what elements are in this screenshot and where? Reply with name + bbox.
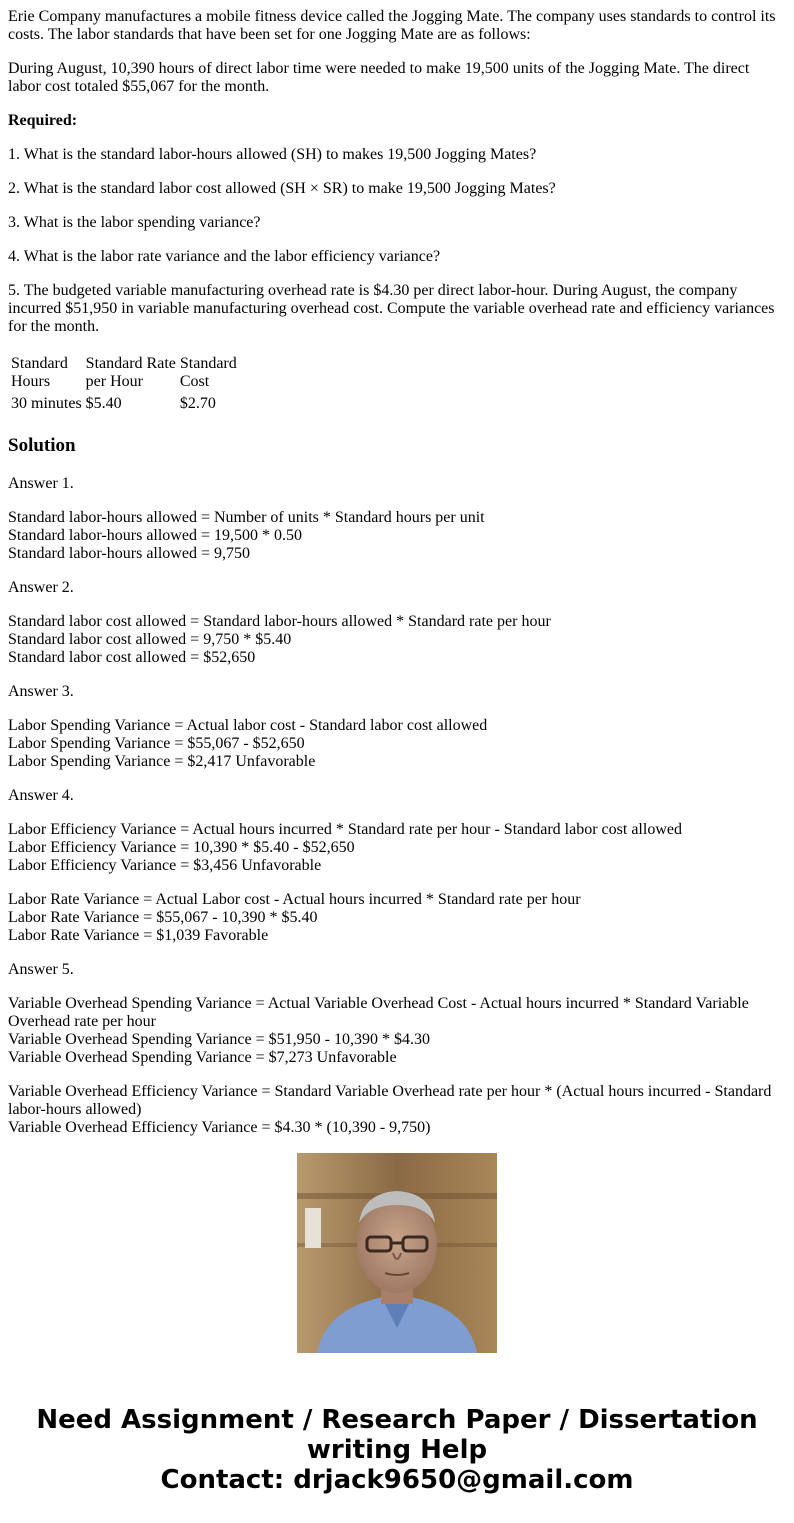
promo-line: writing Help xyxy=(306,1435,488,1465)
answer-4-label: Answer 4. xyxy=(8,787,74,804)
table-header-row xyxy=(10,354,238,392)
answer-3-body xyxy=(8,717,786,771)
table-header-cell xyxy=(179,354,238,392)
promo-banner xyxy=(0,1123,794,1523)
labor-standards-table xyxy=(8,352,240,416)
answer-line: Labor Rate Variance = $55,067 - 10,390 * $5.40 xyxy=(8,909,318,926)
problem-august: During August, 10,390 hours of direct labor time were needed to make 19,500 units of the Jogging Mate. The direct labor cost totaled $55,067 for the month. xyxy=(8,60,750,95)
table-cell: $2.70 xyxy=(179,395,216,412)
answer-2-body xyxy=(8,613,786,667)
promo-contact: Contact: drjack9650@gmail.com xyxy=(160,1465,634,1495)
answer-line: Variable Overhead Spending Variance = Actual Variable Overhead Cost - Actual hours incurred * Standard Variable Overhead rate per hour xyxy=(8,995,749,1030)
question-5: 5. The budgeted variable manufacturing overhead rate is $4.30 per direct labor-hour. During August, the company incurred $51,950 in variable manufacturing overhead cost. Compute the variable overhead rate and efficiency variances for the month. xyxy=(8,282,775,335)
question-3: 3. What is the labor spending variance? xyxy=(8,214,261,231)
answer-3-label: Answer 3. xyxy=(8,683,74,700)
answer-line: Labor Rate Variance = $1,039 Favorable xyxy=(8,927,269,944)
question-4: 4. What is the labor rate variance and the labor efficiency variance? xyxy=(8,248,441,265)
header-text: Standard xyxy=(11,355,68,372)
answer-1-body xyxy=(8,509,786,563)
required-label: Required: xyxy=(8,112,78,129)
promo-text xyxy=(0,1405,794,1495)
question-2: 2. What is the standard labor cost allowed (SH × SR) to make 19,500 Jogging Mates? xyxy=(8,180,556,197)
table-header-cell xyxy=(10,354,83,392)
answer-line: Labor Spending Variance = $55,067 - $52,650 xyxy=(8,735,305,752)
answer-line: Standard labor cost allowed = 9,750 * $5.40 xyxy=(8,631,292,648)
table-row xyxy=(10,394,238,414)
table-cell: $5.40 xyxy=(85,395,122,412)
answer-1-label: Answer 1. xyxy=(8,475,74,492)
header-text: Standard xyxy=(179,355,237,372)
header-text: Cost xyxy=(179,373,210,390)
problem-intro: Erie Company manufactures a mobile fitness device called the Jogging Mate. The company uses standards to control its costs. The labor standards that have been set for one Jogging Mate are as follows: xyxy=(8,8,776,43)
question-1: 1. What is the standard labor-hours allowed (SH) to makes 19,500 Jogging Mates? xyxy=(8,146,537,163)
answer-line: Labor Spending Variance = Actual labor cost - Standard labor cost allowed xyxy=(8,717,488,734)
answer-line: Labor Efficiency Variance = Actual hours incurred * Standard rate per hour - Standard labor cost allowed xyxy=(8,821,682,838)
answer-line: Variable Overhead Spending Variance = $7,273 Unfavorable xyxy=(8,1049,397,1066)
answer-line: Labor Rate Variance = Actual Labor cost - Actual hours incurred * Standard rate per hour xyxy=(8,891,581,908)
table-header-cell xyxy=(85,354,177,392)
answer-line: Variable Overhead Efficiency Variance = $4.30 * (10,390 - 9,750) xyxy=(8,1119,431,1136)
answer-4-body-rate xyxy=(8,891,786,945)
answer-line: Labor Efficiency Variance = $3,456 Unfavorable xyxy=(8,857,322,874)
answer-4-body xyxy=(8,821,786,875)
answer-line: Standard labor-hours allowed = 9,750 xyxy=(8,545,250,562)
answer-line: Variable Overhead Efficiency Variance = Standard Variable Overhead rate per hour * (Actual hours incurred - Standard labor-hours allowed) xyxy=(8,1083,772,1118)
answer-line: Standard labor-hours allowed = 19,500 * 0.50 xyxy=(8,527,302,544)
header-text: Hours xyxy=(11,373,51,390)
person-photo-icon xyxy=(297,1153,497,1353)
answer-5-label: Answer 5. xyxy=(8,961,74,978)
header-text: per Hour xyxy=(85,373,143,390)
table-cell: 30 minutes xyxy=(11,395,82,412)
answer-2-label: Answer 2. xyxy=(8,579,74,596)
promo-line: Need Assignment / Research Paper / Dissertation xyxy=(36,1405,758,1435)
solution-heading: Solution xyxy=(8,435,76,456)
answer-5-body xyxy=(8,995,786,1067)
avatar xyxy=(297,1153,497,1353)
answer-line: Labor Spending Variance = $2,417 Unfavorable xyxy=(8,753,316,770)
answer-line: Standard labor cost allowed = $52,650 xyxy=(8,649,256,666)
answer-line: Standard labor cost allowed = Standard labor-hours allowed * Standard rate per hour xyxy=(8,613,551,630)
answer-line: Labor Efficiency Variance = 10,390 * $5.40 - $52,650 xyxy=(8,839,355,856)
answer-line: Variable Overhead Spending Variance = $51,950 - 10,390 * $4.30 xyxy=(8,1031,430,1048)
answer-line: Standard labor-hours allowed = Number of units * Standard hours per unit xyxy=(8,509,485,526)
header-text: Standard Rate xyxy=(85,355,176,372)
document-body xyxy=(8,0,786,1136)
